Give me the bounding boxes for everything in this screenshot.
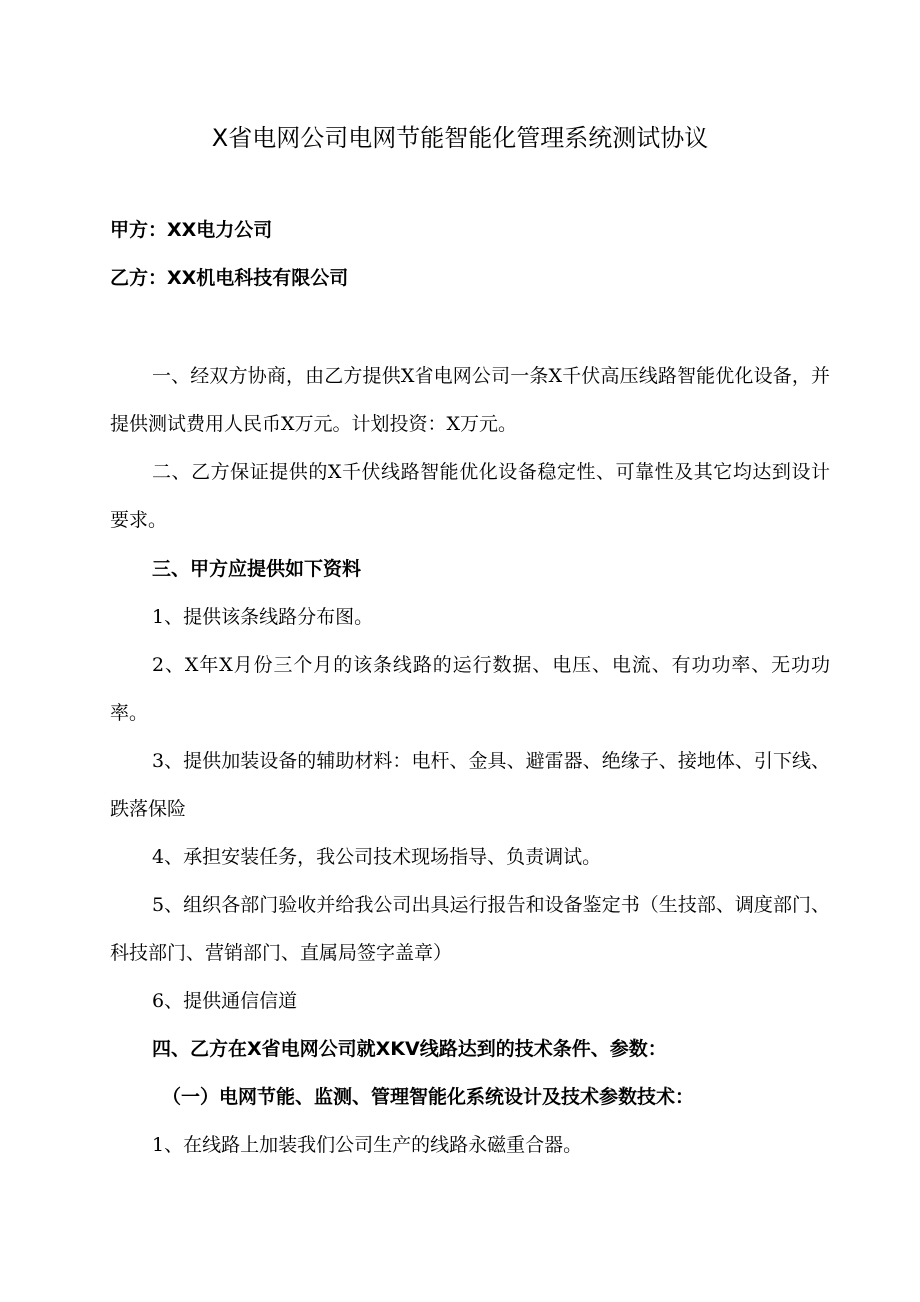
clause-3-item-3: 3、提供加装设备的辅助材料：电杆、金具、避雷器、绝缘子、接地体、引下线、跌落保险 (110, 750, 830, 820)
clause-4-subheading: （一）电网节能、监测、管理智能化系统设计及技术参数技术： (162, 1086, 695, 1108)
clause-3-item-1: 1、提供该条线路分布图。 (152, 606, 374, 628)
clause-4-heading: 四、乙方在X省电网公司就XKV线路达到的技术条件、参数： (152, 1038, 667, 1060)
clause-3-item-2: 2、X年X月份三个月的该条线路的运行数据、电压、电流、有功功率、无功功率。 (110, 654, 830, 724)
clause-3-heading: 三、甲方应提供如下资料 (152, 558, 362, 580)
party-b: 乙方：XX机电科技有限公司 (110, 267, 349, 289)
clause-3-item-4: 4、承担安装任务，我公司技术现场指导、负责调试。 (152, 846, 602, 868)
clause-3-item-6: 6、提供通信信道 (152, 990, 298, 1012)
clause-4-item-1: 1、在线路上加装我们公司生产的线路永磁重合器。 (152, 1134, 583, 1156)
party-a: 甲方：XX电力公司 (110, 219, 273, 241)
document-title: X省电网公司电网节能智能化管理系统测试协议 (211, 124, 709, 152)
clause-1: 一、经双方协商，由乙方提供X省电网公司一条X千伏高压线路智能优化设备，并提供测试费用人民币X万元。计划投资：X万元。 (110, 365, 830, 435)
clause-2: 二、乙方保证提供的X千伏线路智能优化设备稳定性、可靠性及其它均达到设计要求。 (110, 461, 830, 531)
clause-3-item-5: 5、组织各部门验收并给我公司出具运行报告和设备鉴定书（生技部、调度部门、科技部门、营销部门、直属局签字盖章） (110, 894, 830, 964)
